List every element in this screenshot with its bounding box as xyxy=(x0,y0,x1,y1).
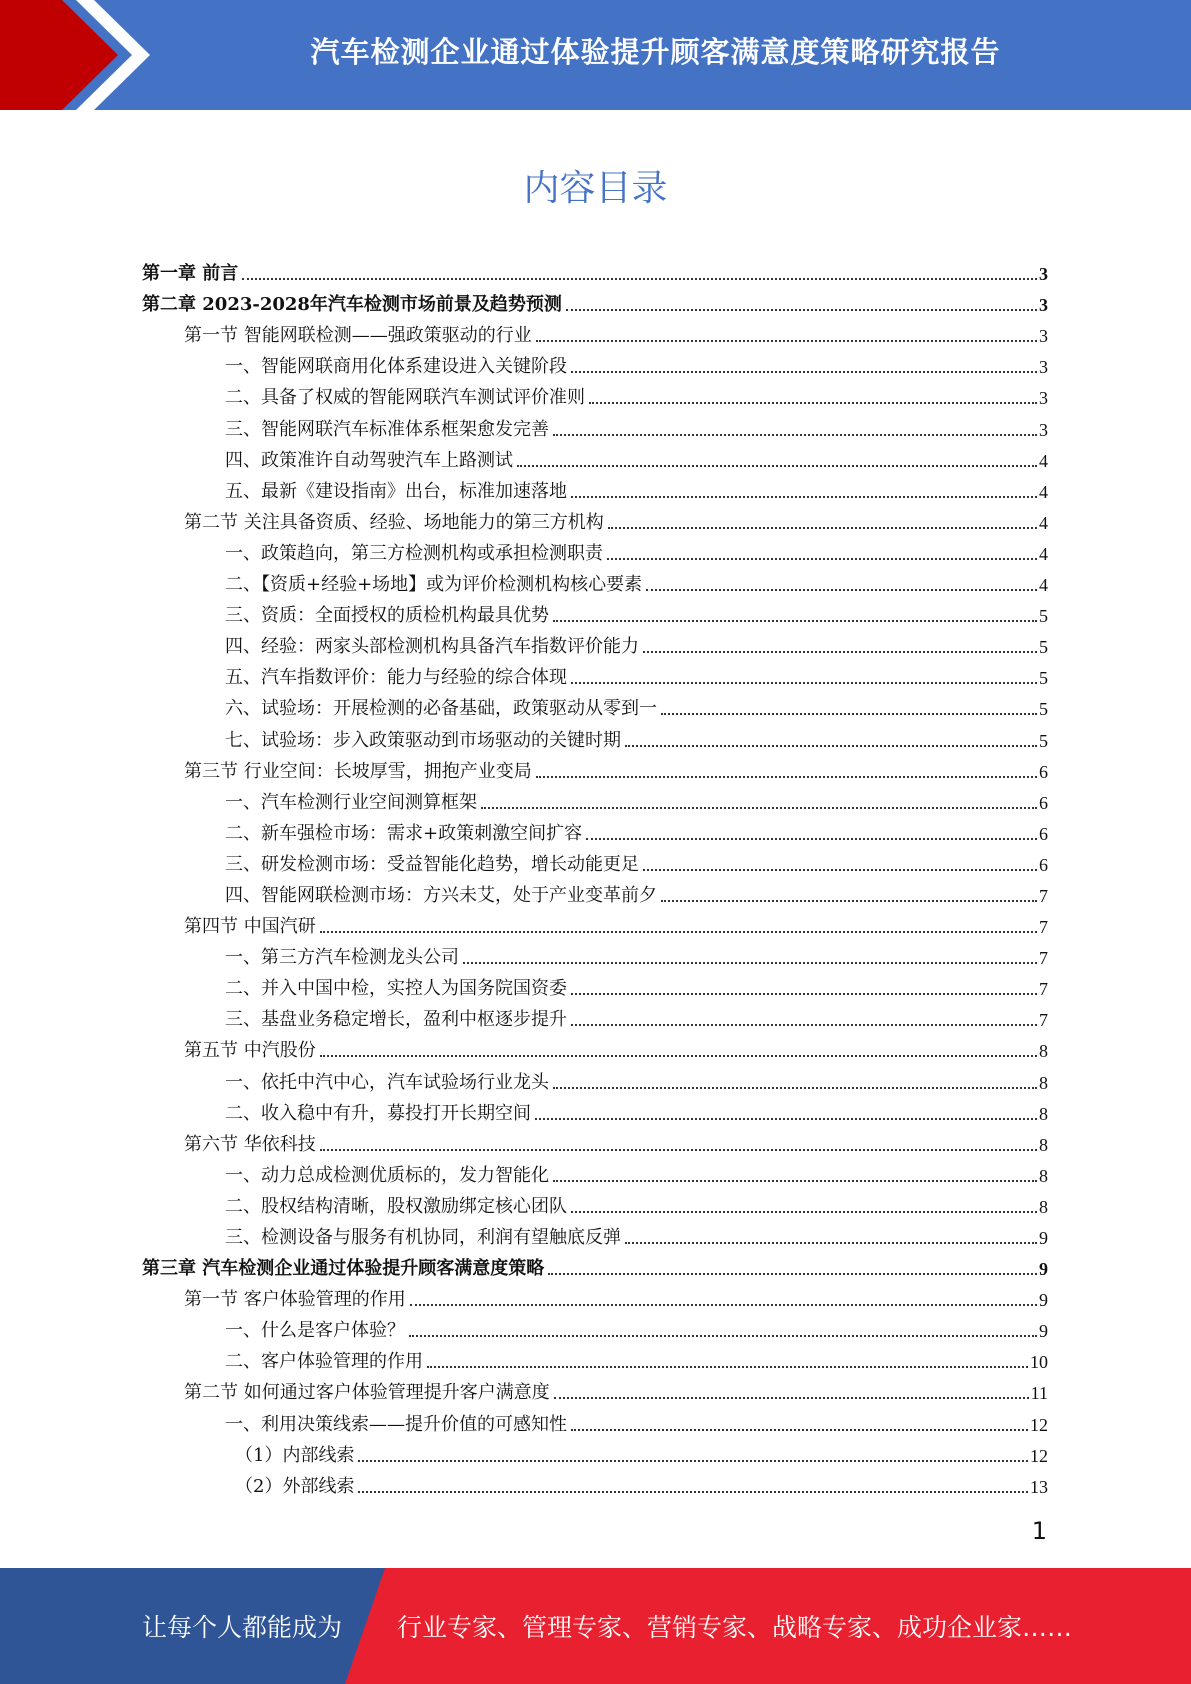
toc-entry-page: 5 xyxy=(1039,606,1048,627)
header-arrow-decoration xyxy=(0,0,160,110)
toc-entry-page: 7 xyxy=(1039,979,1048,1000)
toc-entry-title: 第六节 华依科技 xyxy=(184,1133,316,1155)
toc-entry[interactable] xyxy=(142,1404,1048,1435)
toc-entry-title: 七、试验场：步入政策驱动到市场驱动的关键时期 xyxy=(225,729,621,751)
toc-dot-leader xyxy=(625,745,1037,747)
toc-entry-title: 六、试验场：开展检测的必备基础，政策驱动从零到一 xyxy=(225,698,657,720)
toc-dot-leader xyxy=(643,651,1037,653)
toc-dot-leader xyxy=(320,931,1037,933)
toc-entry-title: 第一章 前言 xyxy=(142,263,239,285)
toc-entry-title: 第四节 中国汽研 xyxy=(184,916,316,938)
toc-entry-page: 11 xyxy=(1030,1383,1048,1404)
toc-entry-title: 四、政策准许自动驾驶汽车上路测试 xyxy=(225,449,513,471)
toc-entry-page: 6 xyxy=(1039,823,1048,844)
toc-entry[interactable] xyxy=(142,1062,1048,1093)
toc-entry-title: 一、政策趋向，第三方检测机构或承担检测职责 xyxy=(225,542,603,564)
toc-dot-leader xyxy=(553,1087,1037,1089)
toc-dot-leader xyxy=(242,278,1037,280)
toc-entry[interactable] xyxy=(142,1156,1048,1187)
toc-entry-page: 7 xyxy=(1039,917,1048,938)
toc-entry-page: 9 xyxy=(1039,1321,1048,1342)
toc-entry[interactable] xyxy=(142,1094,1048,1125)
toc-entry-page: 8 xyxy=(1039,1103,1048,1124)
toc-entry[interactable] xyxy=(142,1311,1048,1342)
toc-entry[interactable] xyxy=(142,907,1048,938)
toc-entry-page: 4 xyxy=(1039,481,1048,502)
toc-entry-page: 8 xyxy=(1039,1041,1048,1062)
toc-entry-page: 3 xyxy=(1039,357,1048,378)
toc-entry-page: 7 xyxy=(1039,1010,1048,1031)
toc-entry-page: 6 xyxy=(1039,792,1048,813)
toc-entry-page: 3 xyxy=(1039,419,1048,440)
toc-entry-page: 5 xyxy=(1039,668,1048,689)
toc-entry-page: 4 xyxy=(1039,543,1048,564)
toc-dot-leader xyxy=(607,558,1037,560)
toc-entry[interactable] xyxy=(142,1342,1048,1373)
toc-dot-leader xyxy=(320,1149,1037,1151)
toc-dot-leader xyxy=(548,1273,1037,1275)
toc-entry[interactable] xyxy=(142,969,1048,1000)
page-number: 1 xyxy=(1031,1517,1047,1545)
toc-dot-leader xyxy=(571,1024,1037,1026)
header-banner xyxy=(0,0,1191,110)
toc-entry-title: 三、资质：全面授权的质检机构最具优势 xyxy=(225,605,549,627)
toc-dot-leader xyxy=(571,993,1037,995)
toc-entry-title: 二、收入稳中有升，募投打开长期空间 xyxy=(225,1102,531,1124)
toc-entry[interactable] xyxy=(142,503,1048,534)
toc-dot-leader xyxy=(571,1211,1037,1213)
toc-entry[interactable] xyxy=(142,783,1048,814)
toc-entry-title: 五、最新《建设指南》出台，标准加速落地 xyxy=(225,480,567,502)
toc-entry-page: 8 xyxy=(1039,1165,1048,1186)
toc-entry-page: 5 xyxy=(1039,699,1048,720)
toc-entry[interactable] xyxy=(142,1373,1048,1404)
toc-dot-leader xyxy=(554,1397,1029,1399)
toc-entry[interactable] xyxy=(142,1218,1048,1249)
toc-entry[interactable] xyxy=(142,254,1048,285)
toc-dot-leader xyxy=(320,1055,1037,1057)
footer-slogan-left: 让每个人都能成为 xyxy=(142,1613,343,1642)
toc-heading: 内容目录 xyxy=(523,168,668,209)
toc-entry-title: 第二节 如何通过客户体验管理提升客户满意度 xyxy=(184,1382,550,1404)
toc-entry[interactable] xyxy=(142,689,1048,720)
toc-entry[interactable] xyxy=(142,1467,1048,1498)
toc-entry[interactable] xyxy=(142,565,1048,596)
toc-entry[interactable] xyxy=(142,409,1048,440)
toc-entry-title: 四、智能网联检测市场：方兴未艾，处于产业变革前夕 xyxy=(225,884,657,906)
toc-entry[interactable] xyxy=(142,596,1048,627)
toc-dot-leader xyxy=(625,1242,1037,1244)
toc-entry[interactable] xyxy=(142,1436,1048,1467)
toc-dot-leader xyxy=(410,1304,1037,1306)
toc-dot-leader xyxy=(536,776,1037,778)
toc-entry-title: 一、什么是客户体验？ xyxy=(225,1320,405,1342)
toc-dot-leader xyxy=(535,1118,1037,1120)
toc-dot-leader xyxy=(646,589,1037,591)
toc-dot-leader xyxy=(427,1366,1028,1368)
toc-dot-leader xyxy=(517,465,1037,467)
toc-entry-title: 三、基盘业务稳定增长，盈利中枢逐步提升 xyxy=(225,1009,567,1031)
toc-entry[interactable] xyxy=(142,316,1048,347)
toc-entry[interactable] xyxy=(142,938,1048,969)
toc-entry-page: 7 xyxy=(1039,948,1048,969)
toc-entry-page: 6 xyxy=(1039,761,1048,782)
toc-dot-leader xyxy=(571,371,1037,373)
toc-entry[interactable] xyxy=(142,1000,1048,1031)
toc-entry-page: 13 xyxy=(1030,1476,1048,1497)
toc-entry-page: 3 xyxy=(1039,388,1048,409)
toc-dot-leader xyxy=(566,309,1037,311)
toc-entry[interactable] xyxy=(142,1187,1048,1218)
toc-entry-title: 第二章 2023-2028年汽车检测市场前景及趋势预测 xyxy=(142,294,562,316)
toc-entry-page: 12 xyxy=(1030,1445,1048,1466)
toc-entry-page: 8 xyxy=(1039,1072,1048,1093)
toc-dot-leader xyxy=(661,713,1037,715)
toc-entry-page: 9 xyxy=(1039,1259,1048,1280)
toc-entry-title: 二、具备了权威的智能网联汽车测试评价准则 xyxy=(225,387,585,409)
toc-entry-page: 4 xyxy=(1039,575,1048,596)
toc-entry-page: 4 xyxy=(1039,450,1048,471)
toc-entry-title: （2）外部线索 xyxy=(235,1475,355,1497)
toc-entry-page: 3 xyxy=(1039,295,1048,316)
toc-entry-page: 4 xyxy=(1039,512,1048,533)
toc-dot-leader xyxy=(586,838,1037,840)
toc-entry-title: 二、股权结构清晰，股权激励绑定核心团队 xyxy=(225,1195,567,1217)
toc-entry[interactable] xyxy=(142,658,1048,689)
toc-entry-page: 12 xyxy=(1030,1414,1048,1435)
toc-entry-title: 三、检测设备与服务有机协同，利润有望触底反弹 xyxy=(225,1227,621,1248)
toc-entry[interactable] xyxy=(142,347,1048,378)
toc-entry[interactable] xyxy=(142,1125,1048,1156)
table-of-contents xyxy=(142,254,1048,1498)
toc-entry-page: 10 xyxy=(1030,1352,1048,1373)
toc-entry-page: 5 xyxy=(1039,730,1048,751)
toc-dot-leader xyxy=(358,1491,1028,1493)
toc-entry-page: 6 xyxy=(1039,854,1048,875)
toc-entry-title: 第一节 智能网联检测——强政策驱动的行业 xyxy=(184,325,532,347)
toc-dot-leader xyxy=(571,1429,1028,1431)
toc-dot-leader xyxy=(481,807,1037,809)
toc-entry-title: 二、客户体验管理的作用 xyxy=(225,1351,423,1373)
toc-entry-title: 四、经验：两家头部检测机构具备汽车指数评价能力 xyxy=(225,636,639,658)
toc-dot-leader xyxy=(571,682,1037,684)
toc-dot-leader xyxy=(358,1460,1028,1462)
toc-entry-page: 7 xyxy=(1039,885,1048,906)
toc-entry[interactable] xyxy=(142,285,1048,316)
toc-entry[interactable] xyxy=(142,1249,1048,1280)
toc-entry[interactable] xyxy=(142,752,1048,783)
toc-dot-leader xyxy=(536,340,1037,342)
toc-entry-page: 8 xyxy=(1039,1196,1048,1217)
toc-dot-leader xyxy=(589,402,1037,404)
toc-entry-title: 三、研发检测市场：受益智能化趋势，增长动能更足 xyxy=(225,853,639,875)
toc-entry-title: 一、利用决策线索——提升价值的可感知性 xyxy=(225,1413,567,1435)
toc-entry-title: 三、智能网联汽车标准体系框架愈发完善 xyxy=(225,418,549,440)
toc-entry[interactable] xyxy=(142,472,1048,503)
toc-entry-page: 9 xyxy=(1039,1290,1048,1311)
toc-entry[interactable] xyxy=(142,627,1048,658)
toc-entry[interactable] xyxy=(142,814,1048,845)
toc-entry-title: 第五节 中汽股份 xyxy=(184,1040,316,1062)
footer-banner xyxy=(0,1568,1191,1684)
toc-entry-title: 二、新车强检市场：需求+政策刺激空间扩容 xyxy=(225,822,583,844)
toc-entry-title: 一、智能网联商用化体系建设进入关键阶段 xyxy=(225,356,567,378)
toc-entry-title: 二、并入中国中检，实控人为国务院国资委 xyxy=(225,978,567,1000)
toc-entry-title: 五、汽车指数评价：能力与经验的综合体现 xyxy=(225,667,567,689)
toc-entry[interactable] xyxy=(142,1280,1048,1311)
toc-entry-title: 第一节 客户体验管理的作用 xyxy=(184,1289,406,1311)
toc-entry[interactable] xyxy=(142,720,1048,751)
toc-entry-title: 第三章 汽车检测企业通过体验提升顾客满意度策略 xyxy=(142,1258,545,1280)
footer-slogan-right: 行业专家、管理专家、营销专家、战略专家、成功企业家…… xyxy=(397,1613,1073,1642)
toc-entry-title: 一、第三方汽车检测龙头公司 xyxy=(225,947,459,969)
toc-dot-leader xyxy=(553,1180,1037,1182)
toc-entry[interactable] xyxy=(142,378,1048,409)
toc-entry-title: 第三节 行业空间：长坡厚雪，拥抱产业变局 xyxy=(184,760,532,782)
toc-entry[interactable] xyxy=(142,876,1048,907)
toc-entry-title: 一、动力总成检测优质标的，发力智能化 xyxy=(225,1164,549,1186)
toc-entry-page: 3 xyxy=(1039,326,1048,347)
toc-entry-title: 二、【资质+经验+场地】或为评价检测机构核心要素 xyxy=(225,574,643,596)
report-title: 汽车检测企业通过体验提升顾客满意度策略研究报告 xyxy=(310,34,1001,69)
toc-dot-leader xyxy=(553,434,1037,436)
toc-dot-leader xyxy=(571,496,1037,498)
toc-entry[interactable] xyxy=(142,1031,1048,1062)
toc-dot-leader xyxy=(553,620,1037,622)
toc-entry-title: 一、依托中汽中心，汽车试验场行业龙头 xyxy=(225,1071,549,1093)
toc-entry-page: 5 xyxy=(1039,637,1048,658)
toc-dot-leader xyxy=(661,900,1037,902)
toc-entry-page: 8 xyxy=(1039,1134,1048,1155)
toc-dot-leader xyxy=(608,527,1037,529)
toc-dot-leader xyxy=(409,1335,1037,1337)
toc-entry[interactable] xyxy=(142,845,1048,876)
toc-entry-title: 第二节 关注具备资质、经验、场地能力的第三方机构 xyxy=(184,511,604,533)
toc-entry[interactable] xyxy=(142,534,1048,565)
toc-entry-title: （1）内部线索 xyxy=(235,1444,355,1466)
toc-dot-leader xyxy=(463,962,1037,964)
toc-entry-title: 一、汽车检测行业空间测算框架 xyxy=(225,791,477,813)
toc-entry[interactable] xyxy=(142,441,1048,472)
toc-dot-leader xyxy=(643,869,1037,871)
toc-entry-page: 9 xyxy=(1039,1228,1048,1248)
toc-entry-page: 3 xyxy=(1039,264,1048,285)
